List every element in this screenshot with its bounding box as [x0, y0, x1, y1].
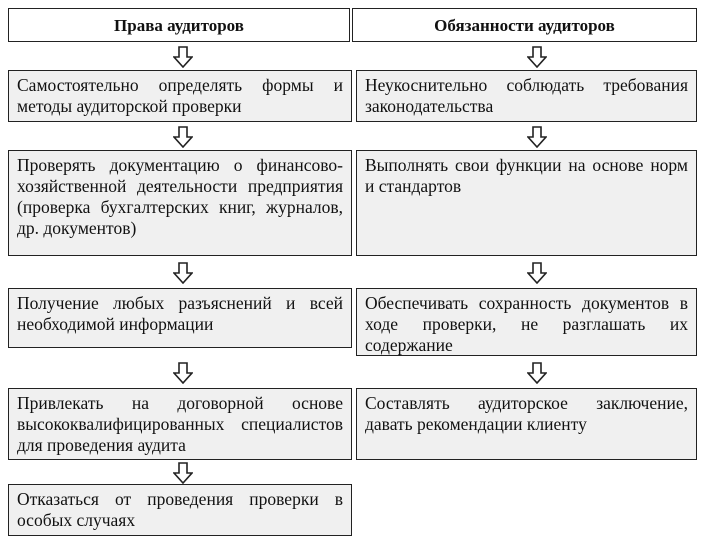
down-arrow-icon: [527, 126, 547, 148]
down-arrow-icon: [527, 46, 547, 68]
down-arrow-icon: [173, 462, 193, 484]
duties-item-1: Неукоснительно соблюдать требования законодательства: [356, 70, 697, 122]
down-arrow-icon: [527, 262, 547, 284]
rights-item-4: Привлекать на договорной основе высококвалифицированных специалистов для проведения аудита: [8, 388, 352, 460]
rights-item-1: Самостоятельно определять формы и методы аудиторской проверки: [8, 70, 352, 122]
down-arrow-icon: [527, 362, 547, 384]
duties-item-4: Составлять аудиторское заключение, давать рекомендации клиенту: [356, 388, 697, 460]
rights-item-5: Отказаться от проведения проверки в особых случаях: [8, 484, 352, 536]
duties-header: Обязанности аудиторов: [352, 8, 697, 42]
duties-item-2: Выполнять свои функции на основе норм и стандартов: [356, 150, 697, 256]
duties-item-3: Обеспечивать сохранность документов в ходе проверки, не разглашать их содержание: [356, 288, 697, 356]
down-arrow-icon: [173, 262, 193, 284]
down-arrow-icon: [173, 46, 193, 68]
rights-item-2: Проверять документацию о финансово-хозяйственной деятельности предприятия (проверка бухгалтерских книг, журналов, др. документов): [8, 150, 352, 256]
down-arrow-icon: [173, 362, 193, 384]
down-arrow-icon: [173, 126, 193, 148]
rights-item-3: Получение любых разъяснений и всей необходимой информации: [8, 288, 352, 348]
rights-header: Права аудиторов: [8, 8, 350, 42]
